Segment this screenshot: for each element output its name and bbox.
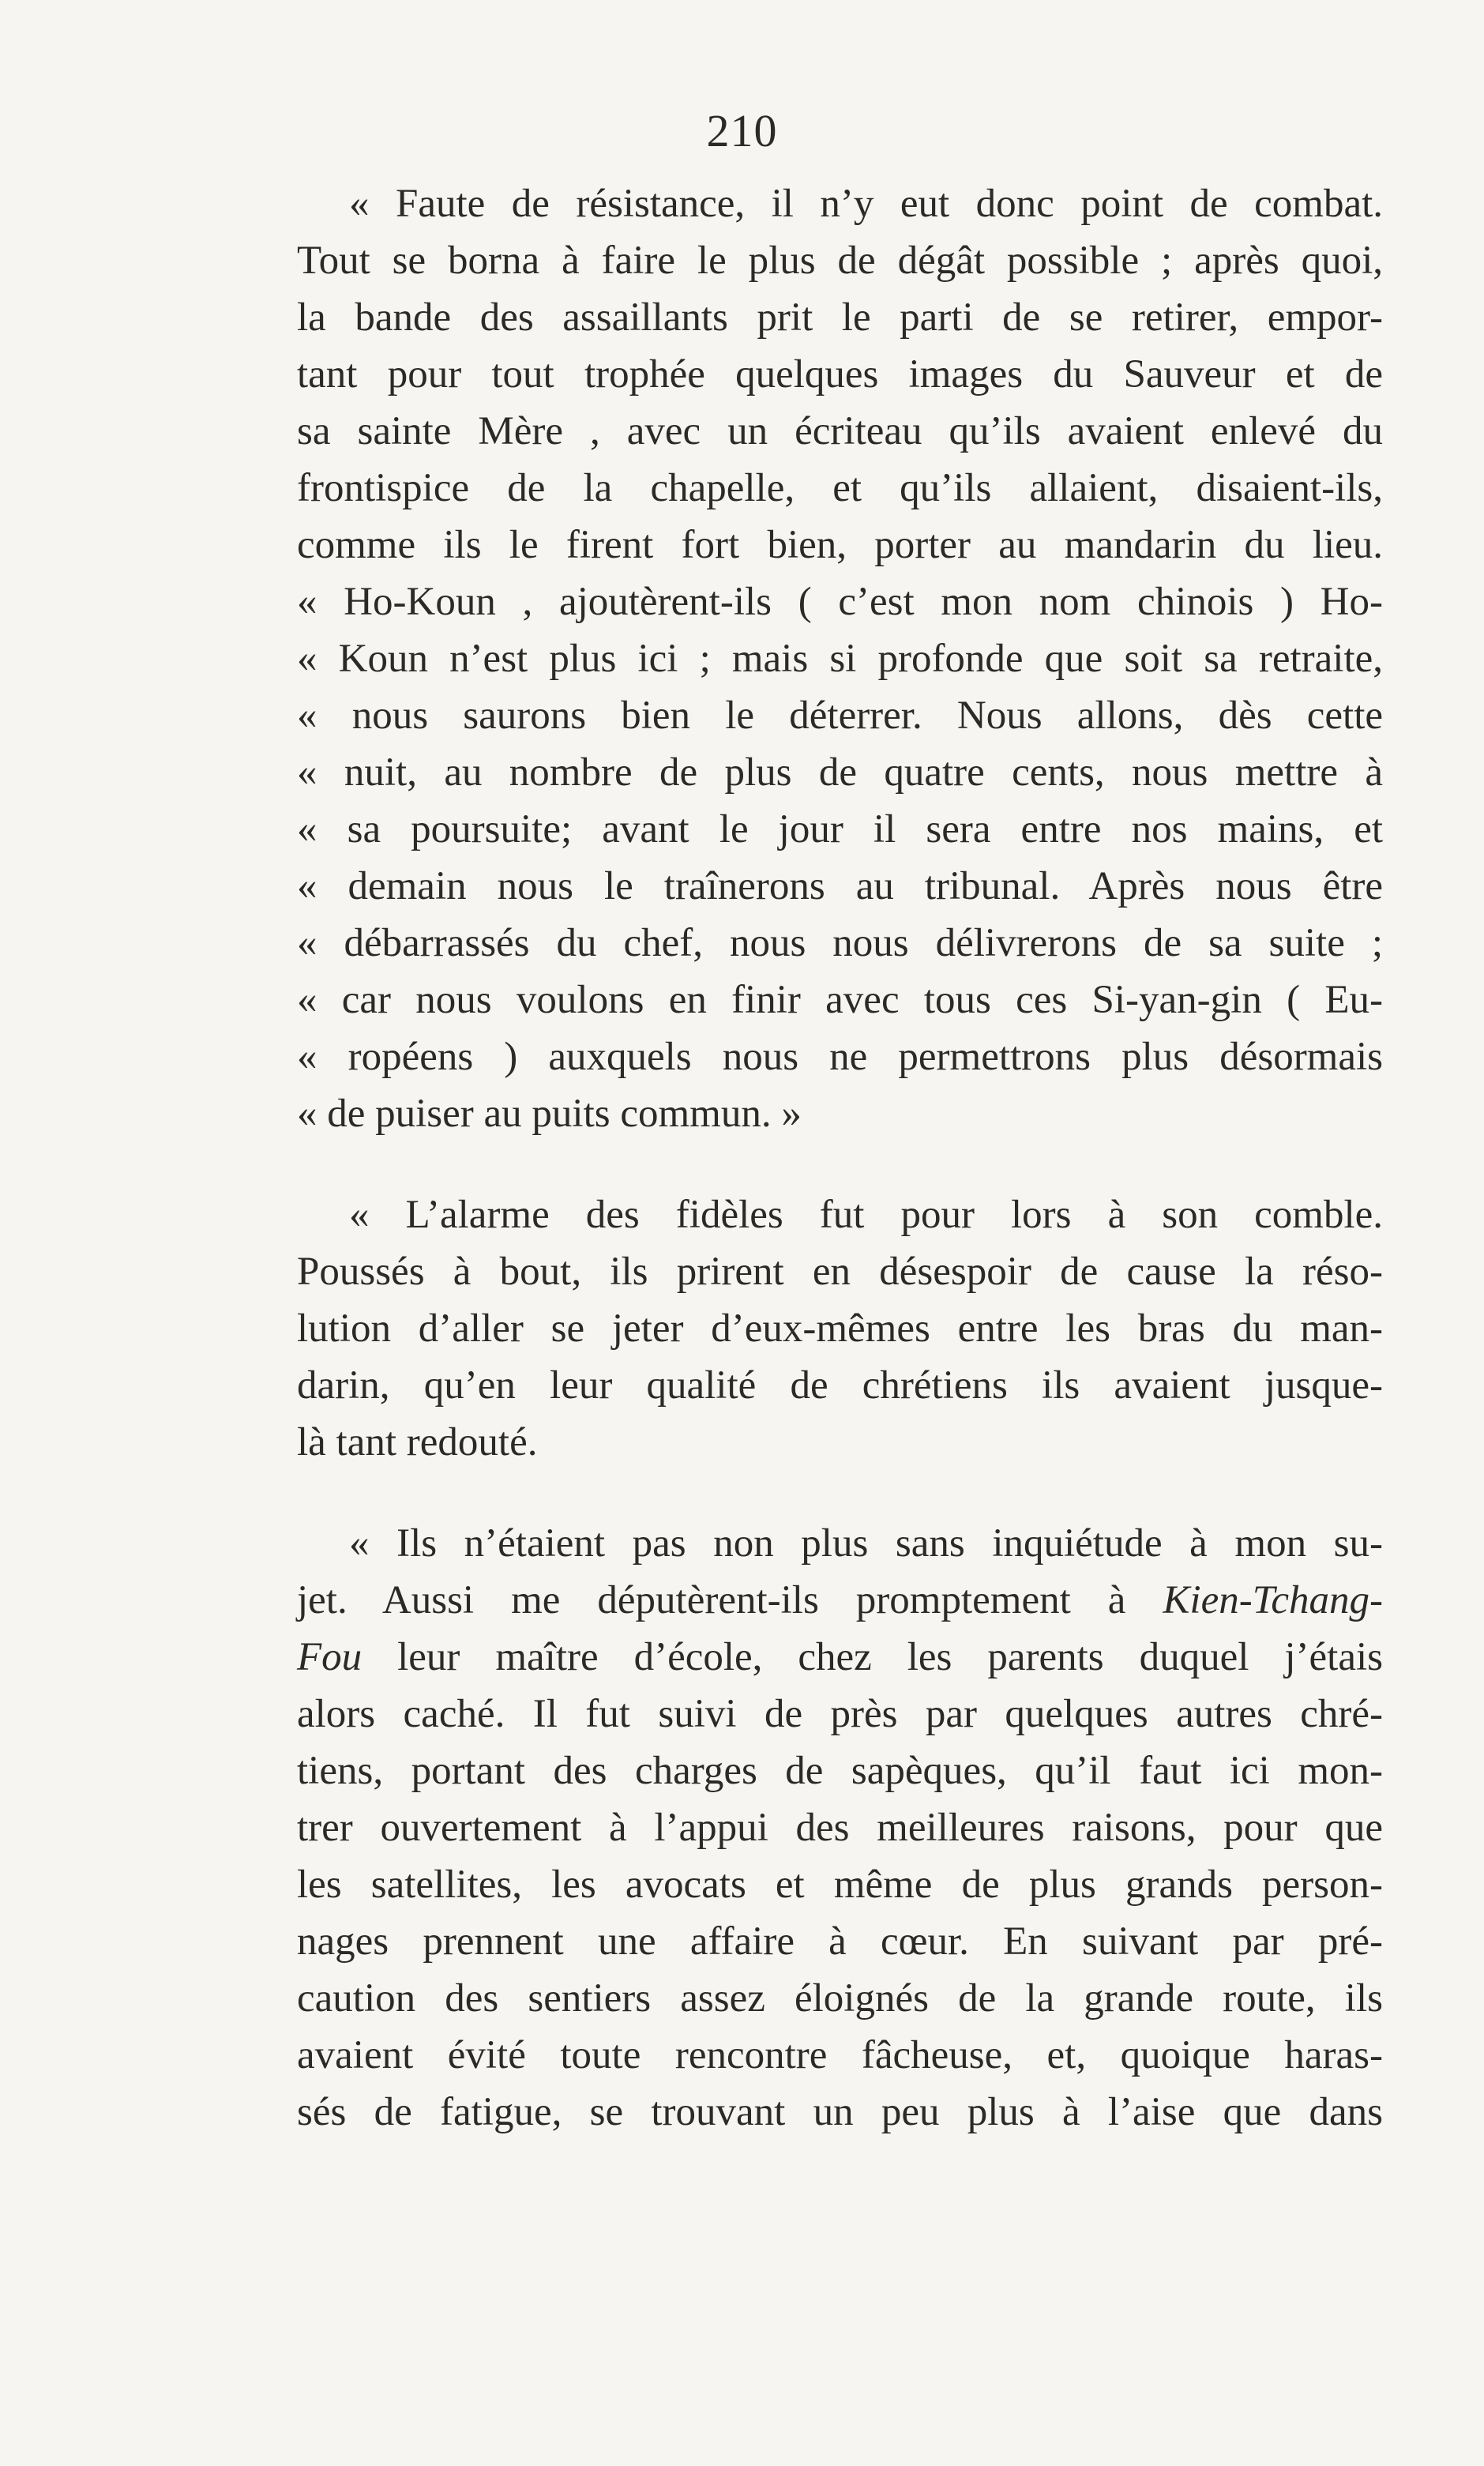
text-line: lution d’aller se jeter d’eux-mêmes entre les bras du man-	[297, 1306, 1383, 1351]
text-line: là tant redouté.	[297, 1420, 538, 1464]
text-line: « L’alarme des fidèles fut pour lors à son comble.	[349, 1193, 1383, 1237]
text-fragment: leur maître d’école, chez les parents duquel j’étais	[362, 1635, 1383, 1679]
place-name-italic: Kien-Tchang-	[1163, 1578, 1383, 1622]
text-line: « nuit, au nombre de plus de quatre cents, nous mettre à	[297, 750, 1383, 795]
text-line: la bande des assaillants prit le parti de se retirer, empor-	[297, 295, 1383, 340]
body-text	[297, 175, 1383, 2141]
text-line: caution des sentiers assez éloignés de la grande route, ils	[297, 1976, 1383, 2021]
text-line: sa sainte Mère , avec un écriteau qu’ils avaient enlevé du	[297, 409, 1383, 453]
paragraph-gap	[297, 1471, 1383, 1515]
text-fragment: jet. Aussi me députèrent-ils promptement à	[297, 1578, 1163, 1622]
page-number: 210	[706, 105, 778, 156]
text-line: comme ils le firent fort bien, porter au mandarin du lieu.	[297, 523, 1383, 567]
text-line: Poussés à bout, ils prirent en désespoir de cause la réso-	[297, 1250, 1383, 1294]
text-line: avaient évité toute rencontre fâcheuse, et, quoique haras-	[297, 2033, 1383, 2077]
text-line: frontispice de la chapelle, et qu’ils allaient, disaient-ils,	[297, 466, 1383, 510]
text-line	[297, 1572, 1383, 1629]
text-line: « Koun n’est plus ici ; mais si profonde que soit sa retraite,	[297, 637, 1383, 681]
text-line: « de puiser au puits commun. »	[297, 1092, 802, 1136]
text-line	[297, 1629, 1383, 1686]
place-name-italic: Fou	[297, 1635, 363, 1679]
paragraph	[297, 1515, 1383, 2141]
paragraph-gap	[297, 1142, 1383, 1186]
text-line: « Ils n’étaient pas non plus sans inquiétude à mon su-	[349, 1521, 1383, 1566]
text-line: « nous saurons bien le déterrer. Nous allons, dès cette	[297, 694, 1383, 738]
text-line: Tout se borna à faire le plus de dégât possible ; après quoi,	[297, 239, 1383, 283]
paragraph	[297, 175, 1383, 1142]
text-line: alors caché. Il fut suivi de près par quelques autres chré-	[297, 1692, 1383, 1736]
text-line: « débarrassés du chef, nous nous délivrerons de sa suite ;	[297, 921, 1383, 965]
text-line: trer ouvertement à l’appui des meilleures raisons, pour que	[297, 1806, 1383, 1850]
text-line: tiens, portant des charges de sapèques, qu’il faut ici mon-	[297, 1749, 1383, 1793]
text-line: sés de fatigue, se trouvant un peu plus à l’aise que dans	[297, 2090, 1383, 2134]
text-line: nages prennent une affaire à cœur. En suivant par pré-	[297, 1919, 1383, 1964]
text-line: « Faute de résistance, il n’y eut donc point de combat.	[349, 182, 1383, 226]
text-line: « Ho-Koun , ajoutèrent-ils ( c’est mon nom chinois ) Ho-	[297, 580, 1383, 624]
text-line: « demain nous le traînerons au tribunal. Après nous être	[297, 864, 1383, 908]
text-line: « car nous voulons en finir avec tous ces Si-yan-gin ( Eu-	[297, 978, 1383, 1022]
text-line: « sa poursuite; avant le jour il sera entre nos mains, et	[297, 807, 1383, 851]
text-line: tant pour tout trophée quelques images du Sauveur et de	[297, 352, 1383, 397]
text-line: les satellites, les avocats et même de plus grands person-	[297, 1863, 1383, 1907]
text-line: « ropéens ) auxquels nous ne permettrons plus désormais	[297, 1035, 1383, 1079]
paragraph	[297, 1186, 1383, 1471]
text-line: darin, qu’en leur qualité de chrétiens ils avaient jusque-	[297, 1363, 1383, 1408]
